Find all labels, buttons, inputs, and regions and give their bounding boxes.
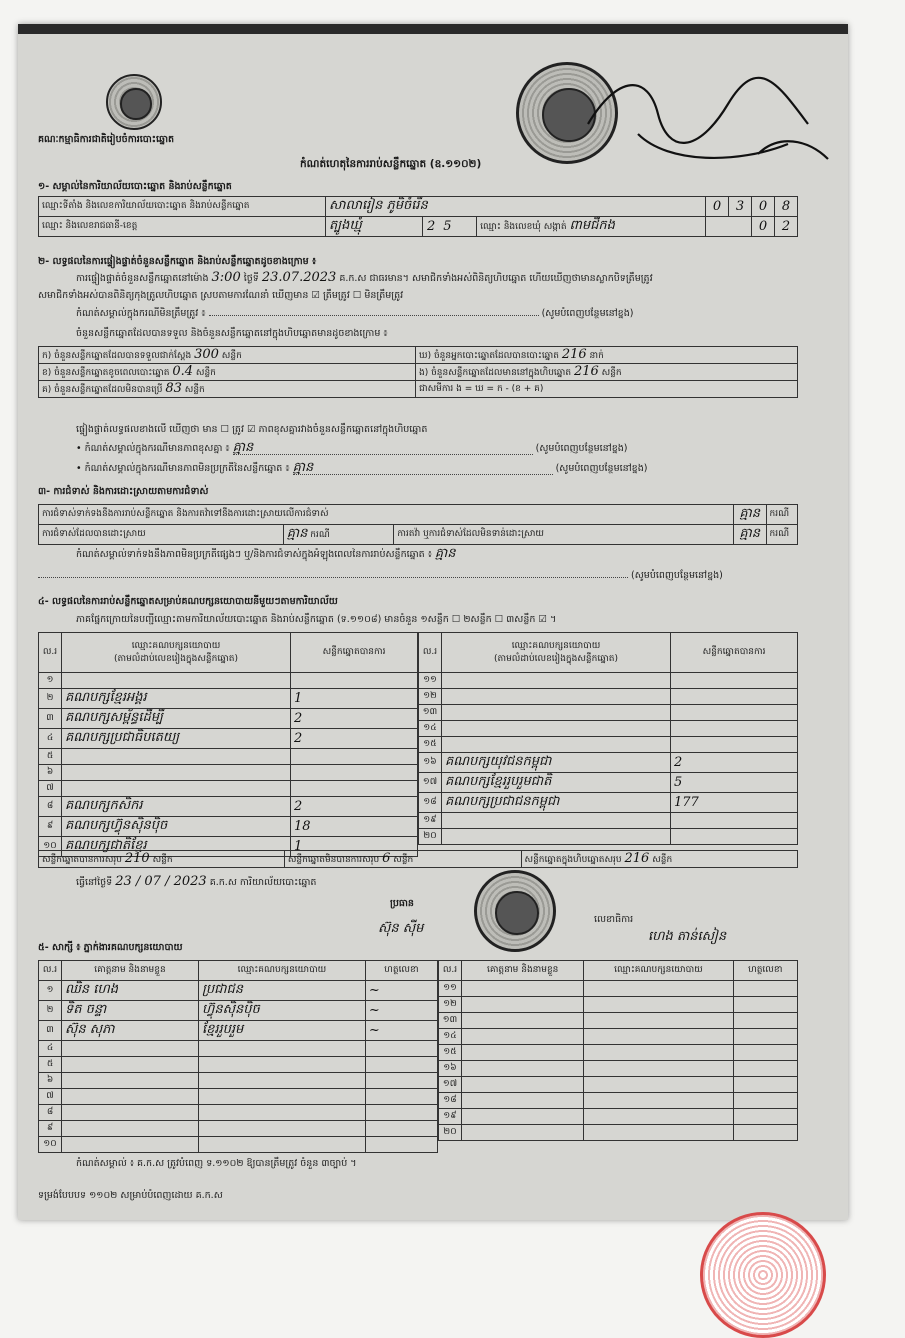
form-title: កំណត់ហេតុនៃការរាប់សន្លឹកឆ្នោត (ឧ.១១០២) xyxy=(300,158,482,170)
resolved-count: គ្មាន xyxy=(286,526,308,541)
station-code-digit: 0 xyxy=(706,197,729,217)
witness-party xyxy=(584,1013,733,1029)
table-row xyxy=(39,689,418,709)
witness-signature: ~ xyxy=(365,1021,437,1041)
witness-signature xyxy=(733,1045,797,1061)
check-no-box[interactable]: ☐ xyxy=(352,290,362,301)
check-line: សមាជិកទាំងអស់បានពិនិត្យកុងត្រូលហិបឆ្នោត ស្របតាមការណែនាំ ឃើញមាន ☑ ត្រឹមត្រូវ ☐ មិនត្រឹមត្រូវ xyxy=(38,290,404,301)
total-invalid: 6 xyxy=(382,851,391,866)
commune-name: ពាមជីកង xyxy=(569,218,615,233)
station-name: សាលារៀន ភូមិចំរើន xyxy=(326,197,706,217)
row-number: ៥ xyxy=(39,1057,62,1073)
row-number: ២០ xyxy=(419,829,442,845)
witness-name xyxy=(62,1105,199,1121)
secretary-block: លេខាធិការ xyxy=(594,914,634,925)
table-row xyxy=(39,1137,438,1153)
party-votes xyxy=(671,813,798,829)
row-number: ១៥ xyxy=(419,737,442,753)
table-row xyxy=(439,1061,798,1077)
table-row xyxy=(39,1021,438,1041)
chair-label: ប្រធាន xyxy=(390,898,414,909)
table-row xyxy=(439,1109,798,1125)
table-row xyxy=(39,765,418,781)
party-name: គណបក្សប្រជាជនកម្ពុជា xyxy=(442,793,671,813)
total-in-box: 216 xyxy=(624,851,650,866)
signing-date: 23 / 07 / 2023 xyxy=(115,874,207,889)
party-name xyxy=(442,689,671,705)
witness-name: ទិត ចន្ទា xyxy=(62,1001,199,1021)
received-ballots: 300 xyxy=(194,347,219,362)
commune-code-digit: 2 xyxy=(775,217,798,237)
row-number: ៧ xyxy=(39,1089,62,1105)
witness-signature xyxy=(733,997,797,1013)
witness-signature xyxy=(733,1029,797,1045)
sub-title: ចំនួនសន្លឹកឆ្នោតដែលបានទទួល និងចំនួនសន្លឹកឆ្នោតនៅក្នុងហិបឆ្នោតមានដូចខាងក្រោម ៖ xyxy=(76,328,388,339)
row-number: ៤ xyxy=(39,729,62,749)
witness-signature xyxy=(365,1105,437,1121)
party-votes xyxy=(671,673,798,689)
party-votes: 1 xyxy=(291,837,418,857)
party-name: គណបក្សជាតិខ្មែរ xyxy=(62,837,291,857)
table-row xyxy=(439,1093,798,1109)
results-table-right: ល.រ ឈ្មោះគណបក្សនយោបាយ (តាមលំដាប់លេខរៀងក្នុងសន្លឹកឆ្នោត) សន្លឹកឆ្នោតបានការ ១១ ១២ ១៣ ១៤ ១៥ ១៦ គណបក្សយុវជនកម្ពុជា 2 ១៧ គណបក្សខ្មែររួបរួមជាតិ 5 ១៨ គណបក្សប្រជាជនកម្ពុជា 177 ១៩ ២០ xyxy=(418,632,798,845)
table-row xyxy=(39,797,418,817)
witness-party: ហ៊្វុនស៊ិនប៉ិច xyxy=(198,1001,365,1021)
witness-party xyxy=(198,1073,365,1089)
table-row xyxy=(439,1125,798,1141)
section4-title: ៤- លទ្ធផលនៃការរាប់សន្លឹកឆ្នោតសម្រាប់គណបក្សនយោបាយនីមួយៗតាមការិយាល័យ xyxy=(38,596,338,607)
province-code: 2 xyxy=(427,219,436,234)
row-number: ១៩ xyxy=(419,813,442,829)
station-code-digit: 0 xyxy=(752,197,775,217)
witness-party xyxy=(198,1121,365,1137)
committee-name: គណៈកម្មាធិការជាតិរៀបចំការបោះឆ្នោត xyxy=(38,134,175,145)
witness-party xyxy=(584,981,733,997)
table-row xyxy=(439,997,798,1013)
footnote: កំណត់សម្គាល់ ៖ គ.ក.ស ត្រូវបំពេញ ទ.១១០២ ឱ្យបានត្រឹមត្រូវ ចំនួន ៣ច្បាប់ ។ xyxy=(76,1158,357,1169)
table-row xyxy=(439,1045,798,1061)
table-row xyxy=(39,709,418,729)
witness-signature xyxy=(733,1077,797,1093)
note-line: កំណត់សម្គាល់ក្នុងករណីមិនត្រឹមត្រូវ ៖ (សូមបំពេញបន្ថែមនៅខ្នង) xyxy=(76,308,634,319)
table-row xyxy=(439,1013,798,1029)
objection-note: កំណត់សម្គាល់ទាក់ទងនឹងភាពមិនប្រក្រតីផ្សេងៗ ឬ/និងការជំទាស់ក្នុងអំឡុងពេលនៃការរាប់សន្លឹកឆ្នោត ៖ គ្មាន xyxy=(76,546,456,561)
red-seal xyxy=(700,1212,826,1338)
party-name: គណបក្សសម្ព័ន្ធដើម្បី xyxy=(62,709,291,729)
section5-title: ៥- សាក្សី ៖ ភ្នាក់ងារគណបក្សនយោបាយ xyxy=(38,942,183,953)
witness-signature xyxy=(365,1073,437,1089)
table-row xyxy=(39,981,438,1001)
witness-name xyxy=(462,1077,584,1093)
row-number: ១៨ xyxy=(419,793,442,813)
party-votes xyxy=(671,689,798,705)
row-number: ១៦ xyxy=(419,753,442,773)
party-votes: 18 xyxy=(291,817,418,837)
objection-count: គ្មាន xyxy=(733,505,766,525)
table-row xyxy=(419,721,798,737)
witness-party: ខ្មែររួបរួម xyxy=(198,1021,365,1041)
witness-name xyxy=(462,1045,584,1061)
row-number: ៨ xyxy=(39,797,62,817)
table-row xyxy=(419,813,798,829)
row-number: ១ xyxy=(39,981,62,1001)
province-code: 5 xyxy=(443,219,452,234)
witness-name xyxy=(462,1061,584,1077)
table-row xyxy=(419,689,798,705)
party-votes xyxy=(291,781,418,797)
date-line: ធ្វើនៅថ្ងៃទី 23 / 07 / 2023 គ.ក.ស ការិយាល័យបោះឆ្នោត xyxy=(76,874,317,889)
ballots-in-box: 216 xyxy=(573,364,599,379)
row-number: ១ xyxy=(39,673,62,689)
witness-name xyxy=(462,981,584,997)
party-votes: 2 xyxy=(291,797,418,817)
table-row xyxy=(39,1105,438,1121)
note3-line: • កំណត់សម្គាល់ក្នុងករណីមានភាពមិនប្រក្រតីនៃសន្លឹកឆ្នោត ៖ គ្មាន (សូមបំពេញបន្ថែមនៅខ្នង) xyxy=(76,460,648,475)
table-row xyxy=(39,673,418,689)
table-row xyxy=(419,773,798,793)
ballot-count-table: ក) ចំនួនសន្លឹកឆ្នោតដែលបានទទួលជាក់ស្ដែង 300 សន្លឹក ឃ) ចំនួនអ្នកបោះឆ្នោតដែលបានបោះឆ្នោត 216 នាក់ ខ) ចំនួនសន្លឹកឆ្នោតខូចពេលបោះឆ្នោត 0.4 សន្លឹក ង) ចំនួនសន្លឹកឆ្នោតដែលមាននៅក្នុងហិបឆ្នោត 216 សន្លឹក គ) ចំនួនសន្លឹកឆ្នោតដែលមិនបានប្រើ 83 សន្លឹក ជាសមីការ ង = ឃ = ក - (ខ + គ) xyxy=(38,346,798,398)
table-row xyxy=(419,737,798,753)
row-number: ១៥ xyxy=(439,1045,462,1061)
row-number: ១៧ xyxy=(419,773,442,793)
voters-count: 216 xyxy=(561,347,587,362)
table-row xyxy=(39,1001,438,1021)
witness-party xyxy=(198,1089,365,1105)
witness-name xyxy=(62,1057,199,1073)
party-votes xyxy=(671,705,798,721)
party-votes xyxy=(291,673,418,689)
witness-party xyxy=(584,1109,733,1125)
witness-name xyxy=(462,1093,584,1109)
table-row xyxy=(439,981,798,997)
witness-signature xyxy=(733,1109,797,1125)
unused-ballots: 83 xyxy=(165,381,182,396)
row-number: ២ xyxy=(39,1001,62,1021)
section1-title: ១- សម្គាល់នៃការិយាល័យបោះឆ្នោត និងរាប់សន្លឹកឆ្នោត xyxy=(38,181,232,192)
table-row xyxy=(39,1057,438,1073)
party-name: គណបក្សហ៊្វុនស៊ិនប៉ិច xyxy=(62,817,291,837)
table-row xyxy=(419,673,798,689)
row-number: ២ xyxy=(39,689,62,709)
table-row xyxy=(419,753,798,773)
witness-name xyxy=(62,1041,199,1057)
spoiled-ballots: 0.4 xyxy=(172,364,194,379)
witness-name: ស៊ុន សុភា xyxy=(62,1021,199,1041)
party-name xyxy=(442,813,671,829)
party-votes: 1 xyxy=(291,689,418,709)
party-name xyxy=(62,765,291,781)
table-row xyxy=(419,793,798,813)
witness-party xyxy=(198,1137,365,1153)
witness-signature xyxy=(365,1137,437,1153)
witness-table-left: ល.រ គោត្តនាម និងនាមខ្លួន ឈ្មោះគណបក្សនយោបាយ ហត្ថលេខា ១ ឈិន ហេង ប្រជាជន ~ ២ ទិត ចន្ទា ហ៊្វុនស៊ិនប៉ិច ~ ៣ ស៊ុន សុភា ខ្មែររួបរួម ~ ៤ ៥ ៦ ៧ ៨ ៩ ១០ xyxy=(38,960,438,1153)
signature-top xyxy=(578,64,838,174)
count-time: 3:00 xyxy=(211,270,241,285)
station-code-digit: 8 xyxy=(775,197,798,217)
table-row xyxy=(439,1077,798,1093)
witness-party: ប្រជាជន xyxy=(198,981,365,1001)
witness-party xyxy=(584,1077,733,1093)
witness-name xyxy=(462,1109,584,1125)
witness-signature xyxy=(733,1125,797,1141)
witness-party xyxy=(584,1093,733,1109)
check-yes-box[interactable]: ☑ xyxy=(311,290,320,301)
province-label: ឈ្មោះ និងលេខរាជធានី-ខេត្ត xyxy=(39,217,326,237)
row-number: ៥ xyxy=(39,749,62,765)
row-number: ២០ xyxy=(439,1125,462,1141)
row-number: ៦ xyxy=(39,765,62,781)
nec-emblem xyxy=(106,74,162,130)
row-number: ១១ xyxy=(439,981,462,997)
party-name xyxy=(62,749,291,765)
row-number: ១២ xyxy=(439,997,462,1013)
witness-signature xyxy=(733,1061,797,1077)
party-votes xyxy=(291,765,418,781)
results-totals: សន្លឹកឆ្នោតបានការសរុប 210 សន្លឹក សន្លឹកឆ្នោតមិនបានការសរុប 6 សន្លឹក សន្លឹកឆ្នោតក្នុងហិបឆ្នោតសរុប 216 សន្លឹក xyxy=(38,850,798,868)
row-number: ១៩ xyxy=(439,1109,462,1125)
row-number: ១២ xyxy=(419,689,442,705)
commune-label: ឈ្មោះ និងលេខឃុំ សង្កាត់ xyxy=(480,222,567,232)
results-table-left: ល.រ ឈ្មោះគណបក្សនយោបាយ (តាមលំដាប់លេខរៀងក្នុងសន្លឹកឆ្នោត) សន្លឹកឆ្នោតបានការ ១ ២ គណបក្សខ្មែរអង្គរ 1 ៣ គណបក្សសម្ព័ន្ធដើម្បី 2 ៤ គណបក្សប្រជាធិបតេយ្យ 2 ៥ ៦ ៧ ៨ គណបក្សកសិករ 2 ៩ គណបក្សហ៊្វុនស៊ិនប៉ិច 18 ១០ គណបក្សជាតិខ្មែរ 1 xyxy=(38,632,418,857)
witness-name xyxy=(462,1029,584,1045)
row-number: ៦ xyxy=(39,1073,62,1089)
note2-line: • កំណត់សម្គាល់ក្នុងករណីមានភាពខុសគ្នា ៖ គ្មាន (សូមបំពេញបន្ថែមនៅខ្នង) xyxy=(76,440,628,455)
station-code-digit: 3 xyxy=(729,197,752,217)
commune-code-digit: 0 xyxy=(752,217,775,237)
party-votes: 2 xyxy=(291,729,418,749)
witness-signature xyxy=(733,1013,797,1029)
province-name: ត្បូងឃ្មុំ xyxy=(326,217,423,237)
row-number: ៣ xyxy=(39,1021,62,1041)
witness-signature: ~ xyxy=(365,1001,437,1021)
form-note: ទម្រង់បែបបទ ១១០២ សម្រាប់បំពេញដោយ គ.ក.ស xyxy=(38,1190,223,1201)
secretary-signature: ហេង តាន់សៀន xyxy=(648,929,727,944)
document-page xyxy=(18,24,848,1220)
table-row xyxy=(419,705,798,721)
witness-party xyxy=(584,1029,733,1045)
party-votes: 2 xyxy=(671,753,798,773)
party-name: គណបក្សយុវជនកម្ពុជា xyxy=(442,753,671,773)
witness-party xyxy=(198,1057,365,1073)
witness-name xyxy=(462,1125,584,1141)
witness-signature xyxy=(365,1057,437,1073)
section2-title: ២- លទ្ធផលនៃការផ្ទៀងផ្ទាត់ចំនួនសន្លឹកឆ្នោត និងរាប់សន្លឹកឆ្នោតដូចខាងក្រោម ៖ xyxy=(38,256,317,267)
party-name xyxy=(62,673,291,689)
table-row xyxy=(39,729,418,749)
objection-hint: (សូមបំពេញបន្ថែមនៅខ្នង) xyxy=(38,570,798,582)
party-votes xyxy=(671,721,798,737)
row-number: ១០ xyxy=(39,1137,62,1153)
row-number: ៩ xyxy=(39,1121,62,1137)
party-name xyxy=(442,705,671,721)
witness-signature: ~ xyxy=(365,981,437,1001)
table-row xyxy=(39,1041,438,1057)
witness-signature xyxy=(733,981,797,997)
objection-note-value: គ្មាន xyxy=(434,546,456,561)
party-name: គណបក្សខ្មែររួបរួមជាតិ xyxy=(442,773,671,793)
table-row xyxy=(419,829,798,845)
row-number: ១៦ xyxy=(439,1061,462,1077)
row-number: ១៤ xyxy=(439,1029,462,1045)
party-votes xyxy=(291,749,418,765)
witness-party xyxy=(198,1105,365,1121)
party-votes: 5 xyxy=(671,773,798,793)
row-number: ១៤ xyxy=(419,721,442,737)
witness-party xyxy=(584,997,733,1013)
witness-name xyxy=(462,997,584,1013)
party-votes: 2 xyxy=(291,709,418,729)
unresolved-count: គ្មាន xyxy=(733,525,766,545)
row-number: ១០ xyxy=(39,837,62,857)
time-line: ការផ្ទៀងផ្ទាត់ចំនួនសន្លឹកឆ្នោតនៅម៉ោង 3:00 ថ្ងៃទី 23.07.2023 គ.ក.ស ជាធរមាន។ សមាជិកទាំងអស់ពិនិត្យហិបឆ្នោត ហើយឃើញថាមានស្លាកបិទត្រឹមត្រូវ xyxy=(76,270,653,285)
party-name xyxy=(442,829,671,845)
section4-line: ភាគផ្នែកក្រោយនៃបញ្ជីឈ្មោះតាមការិយាល័យបោះឆ្នោត និងរាប់សន្លឹកឆ្នោត (ទ.១១០៨) មានចំនួន ១សន្លឹក ☐ ២សន្លឹក ☐ ៣សន្លឹក ☑ ។ xyxy=(76,614,557,625)
match-line: ផ្ទៀងផ្ទាត់លទ្ធផលខាងលើ ឃើញថា មាន ☐ ត្រូវ ☑ ភាពខុសគ្នារវាងចំនួនសន្លឹកឆ្នោតនៅក្នុងហិបឆ្នោត xyxy=(76,424,428,435)
witness-name xyxy=(62,1073,199,1089)
party-name: គណបក្សកសិករ xyxy=(62,797,291,817)
row-number: ៩ xyxy=(39,817,62,837)
total-valid: 210 xyxy=(124,851,150,866)
witness-table-right: ល.រ គោត្តនាម និងនាមខ្លួន ឈ្មោះគណបក្សនយោបាយ ហត្ថលេខា ១១ ១២ ១៣ ១៤ ១៥ ១៦ ១៧ ១៨ ១៩ ២០ xyxy=(438,960,798,1141)
witness-name xyxy=(62,1137,199,1153)
row-number: ៣ xyxy=(39,709,62,729)
table-row xyxy=(39,781,418,797)
party-name: គណបក្សខ្មែរអង្គរ xyxy=(62,689,291,709)
party-votes xyxy=(671,737,798,753)
witness-name xyxy=(62,1089,199,1105)
witness-signature xyxy=(365,1121,437,1137)
party-votes xyxy=(671,829,798,845)
witness-party xyxy=(584,1045,733,1061)
row-number: ១៣ xyxy=(419,705,442,721)
row-number: ១៣ xyxy=(439,1013,462,1029)
witness-signature xyxy=(365,1041,437,1057)
party-name xyxy=(442,673,671,689)
party-name xyxy=(442,721,671,737)
row-number: ៧ xyxy=(39,781,62,797)
witness-name: ឈិន ហេង xyxy=(62,981,199,1001)
table-row xyxy=(39,1121,438,1137)
witness-party xyxy=(584,1061,733,1077)
table-row xyxy=(39,749,418,765)
count-date: 23.07.2023 xyxy=(261,270,337,285)
witness-party xyxy=(198,1041,365,1057)
table-row xyxy=(439,1029,798,1045)
station-label: ឈ្មោះទីតាំង និងលេខការិយាល័យបោះឆ្នោត និងរាប់សន្លឹកឆ្នោត xyxy=(39,197,326,217)
row-number: ១៧ xyxy=(439,1077,462,1093)
party-name: គណបក្សប្រជាធិបតេយ្យ xyxy=(62,729,291,749)
table-row xyxy=(39,817,418,837)
witness-name xyxy=(462,1013,584,1029)
witness-party xyxy=(584,1125,733,1141)
official-stamp-middle xyxy=(474,870,556,952)
table-row xyxy=(39,1073,438,1089)
note2-value: គ្មាន xyxy=(233,442,533,455)
party-name xyxy=(62,781,291,797)
section3-title: ៣- ការជំទាស់ និងការដោះស្រាយតាមការជំទាស់ xyxy=(38,486,209,497)
note3-value: គ្មាន xyxy=(293,462,553,475)
row-number: ១១ xyxy=(419,673,442,689)
section1-table xyxy=(38,196,798,237)
witness-name xyxy=(62,1121,199,1137)
row-number: ៨ xyxy=(39,1105,62,1121)
witness-signature xyxy=(365,1089,437,1105)
objection-table: ការជំទាស់ទាក់ទងនឹងការរាប់សន្លឹកឆ្នោត និងការតវ៉ាទៅនឹងការដោះស្រាយលើការជំទាស់ គ្មាន ករណី ការជំទាស់ដែលបានដោះស្រាយ គ្មាន ករណី ការតវ៉ា ឬការជំទាស់ដែលមិនទាន់ដោះស្រាយ គ្មាន ករណី xyxy=(38,504,798,545)
chair-signature: ស៊ុន ស៊ីម xyxy=(378,921,424,936)
formula: ជាសមីការ ង = ឃ = ក - (ខ + គ) xyxy=(416,381,798,398)
row-number: ៤ xyxy=(39,1041,62,1057)
party-votes: 177 xyxy=(671,793,798,813)
row-number: ១៨ xyxy=(439,1093,462,1109)
table-row xyxy=(39,1089,438,1105)
witness-signature xyxy=(733,1093,797,1109)
party-name xyxy=(442,737,671,753)
